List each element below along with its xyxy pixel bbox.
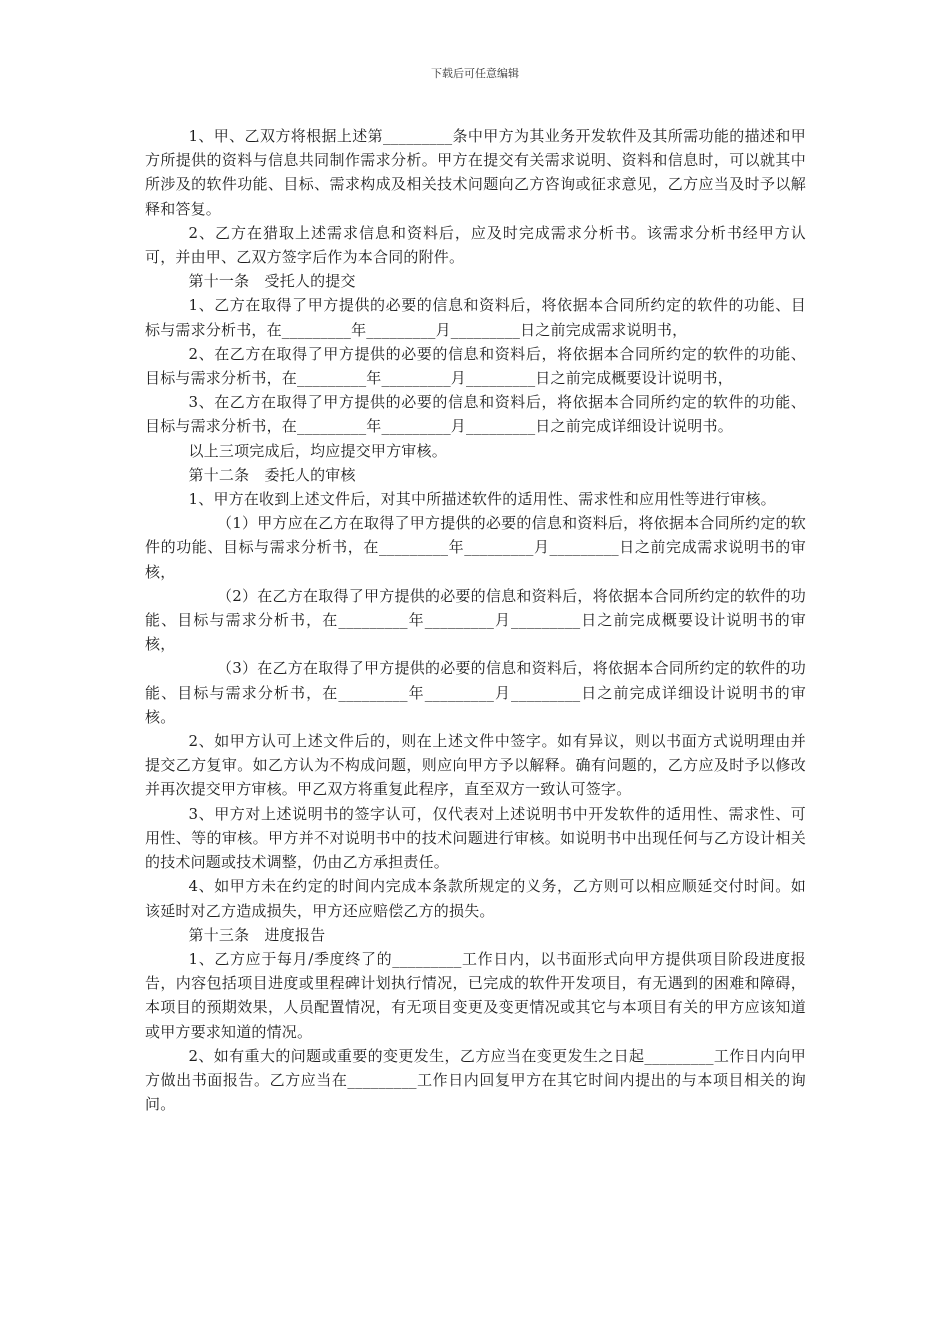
section-heading: 第十三条 进度报告 — [188, 925, 326, 944]
paragraph: 1、甲、乙双方将根据上述第_________条中甲方为其业务开发软件及其所需功能的描述和甲方所提供的资料与信息共同制作需求分析。甲方在提交有关需求说明、资料和信息时，可以就其中所涉及的软件功能、目标、需求构成及相关技术问题向乙方咨询或征求意见，乙方应当及时予以解释和答复。 — [145, 127, 806, 218]
paragraph: 1、乙方在取得了甲方提供的必要的信息和资料后，将依据本合同所约定的软件的功能、目标与需求分析书，在_________年_________月_________日之前完成需求说明书， — [145, 296, 806, 339]
paragraph: 1、甲方在收到上述文件后，对其中所描述软件的适用性、需求性和应用性等进行审核。 — [188, 490, 776, 509]
sub-paragraph: （3）在乙方在取得了甲方提供的必要的信息和资料后，将依据本合同所约定的软件的功能、目标与需求分析书，在_________年_________月_________日之前完成详细设计说明书的审核。 — [145, 659, 806, 726]
paragraph: 3、甲方对上述说明书的签字认可，仅代表对上述说明书中开发软件的适用性、需求性、可用性、等的审核。甲方并不对说明书中的技术问题进行审核。如说明书中出现任何与乙方设计相关的技术问题或技术调整，仍由乙方承担责任。 — [145, 804, 806, 872]
section-heading: 第十一条 受托人的提交 — [188, 272, 356, 291]
paragraph: 以上三项完成后，均应提交甲方审核。 — [188, 441, 447, 460]
paragraph: 3、在乙方在取得了甲方提供的必要的信息和资料后，将依据本合同所约定的软件的功能、目标与需求分析书，在_________年_________月_________日之前完成详细设计说明书。 — [145, 393, 806, 436]
paragraph: 2、在乙方在取得了甲方提供的必要的信息和资料后，将依据本合同所约定的软件的功能、目标与需求分析书，在_________年_________月_________日之前完成概要设计说明书， — [145, 344, 806, 388]
sub-paragraph: （2）在乙方在取得了甲方提供的必要的信息和资料后，将依据本合同所约定的软件的功能、目标与需求分析书，在_________年_________月_________日之前完成概要设计说明书的审核， — [145, 586, 806, 654]
section-heading: 第十二条 委托人的审核 — [188, 465, 356, 484]
paragraph: 2、如有重大的问题或重要的变更发生，乙方应当在变更发生之日起_________工作日内向甲方做出书面报告。乙方应当在_________工作日内回复甲方在其它时间内提出的与本项目相关的询问。 — [145, 1046, 806, 1114]
document-body — [145, 124, 806, 1116]
paragraph: 2、如甲方认可上述文件后的，则在上述文件中签字。如有异议，则以书面方式说明理由并提交乙方复审。如乙方认为不构成问题，则应向甲方予以解释。确有问题的，乙方应及时予以修改并再次提交甲方审核。甲乙双方将重复此程序，直至双方一致认可签字。 — [145, 732, 806, 799]
page-header: 下载后可任意编辑 — [431, 67, 519, 80]
paragraph: 1、乙方应于每月/季度终了的_________工作日内，以书面形式向甲方提供项目阶段进度报告，内容包括项目进度或里程碑计划执行情况，已完成的软件开发项目，有无遇到的困难和障碍，本项目的预期效果，人员配置情况，有无项目变更及变更情况或其它与本项目有关的甲方应该知道或甲方要求知道的情况。 — [145, 949, 806, 1041]
paragraph: 4、如甲方未在约定的时间内完成本条款所规定的义务，乙方则可以相应顺延交付时间。如该延时对乙方造成损失，甲方还应赔偿乙方的损失。 — [145, 877, 806, 920]
paragraph: 2、乙方在猎取上述需求信息和资料后，应及时完成需求分析书。该需求分析书经甲方认可，并由甲、乙双方签字后作为本合同的附件。 — [145, 223, 806, 267]
sub-paragraph: （1）甲方应在乙方在取得了甲方提供的必要的信息和资料后，将依据本合同所约定的软件的功能、目标与需求分析书，在_________年_________月_________日之前完成需求说明书的审核， — [145, 514, 806, 581]
